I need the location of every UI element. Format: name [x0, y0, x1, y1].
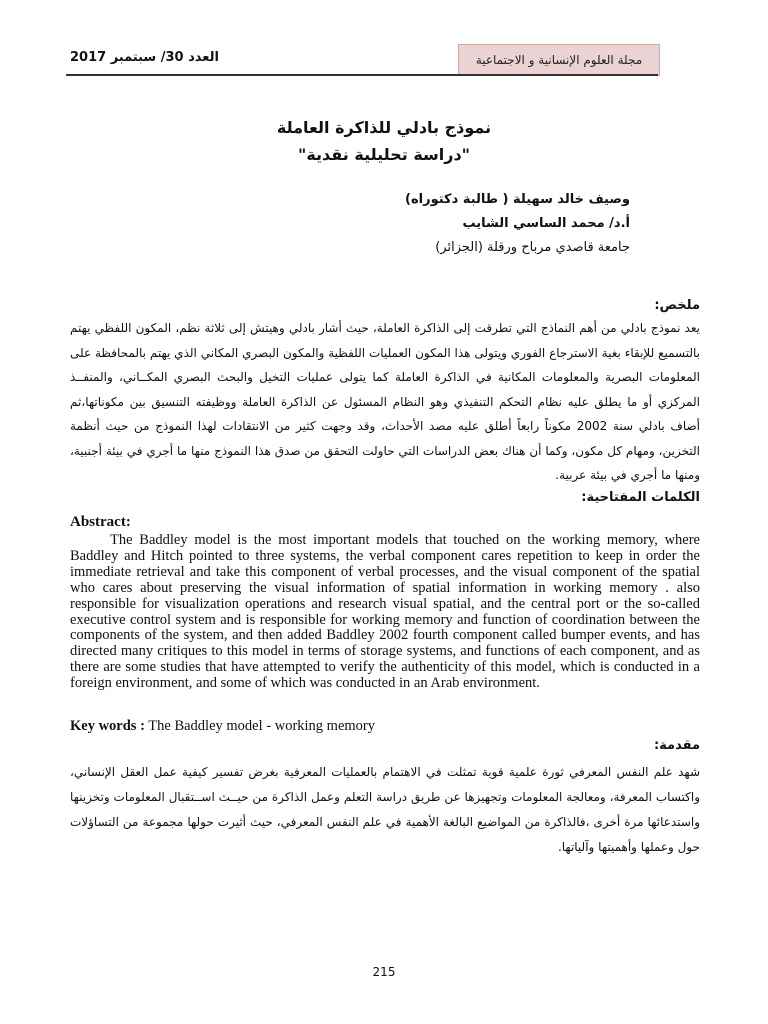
journal-name-box — [458, 44, 660, 76]
page-number: 215 — [372, 965, 396, 979]
arabic-keywords-heading: الكلمات المفتاحية: — [581, 490, 700, 505]
author-2: أ.د/ محمد الساسي الشايب — [462, 216, 630, 231]
introduction-heading: مقدمة: — [653, 738, 700, 753]
header-divider — [66, 74, 658, 76]
introduction-text: شهد علم النفس المعرفي ثورة علمية قوية تمثلت في الاهتمام بالعمليات المعرفية بغرض تفسير كيفية عمل العقل الإنساني، واكتساب المعرفة، ومعالجة المعلومات وتجهيزها عن طريق دراسة التعلم وعمل الذاكرة من حيــث اســتقبال المعلومات وتخزينها واستدعائها مرة أخرى ،فالذاكرة من المواضيع البالغة الأهمية في علم النفس المعرفي، حيث أثيرت حولها مجموعة من التساؤلات حول وعملها وأهميتها وآلياتها. — [70, 765, 700, 854]
paper-title: نموذج بادلي للذاكرة العاملة — [276, 118, 492, 137]
issue-info: العدد 30/ سبتمبر 2017 — [70, 50, 219, 65]
english-keywords — [70, 718, 375, 735]
arabic-abstract-heading: ملخص: — [654, 298, 700, 313]
paper-subtitle: "دراسة تحليلية نقدية" — [298, 145, 470, 164]
affiliation: جامعة قاصدي مرباح ورقلة (الجزائر) — [435, 240, 630, 255]
author-1: وصيف خالد سهيلة ( طالبة دكتوراه) — [405, 192, 630, 207]
authors-block — [70, 188, 630, 260]
keywords-value: The Baddley model - working memory — [144, 718, 375, 734]
keywords-label: Key words : — [70, 718, 145, 734]
english-abstract-text: The Baddley model is the most important models that touched on the working memory, where Baddley and Hitch pointed to three systems, the verbal component cares repetition to keep in order the immediate retrieval and take this component of verbal processes, and the visual component of the spatial who cares about preserving the visual information of spatial information in working memory . also responsible for visualization operations and research visual spatial, and the central port or the so-called executive control system and is responsible for working memory and function of coordination between the components of the system, and then added Baddley 2002 fourth component called bumper events, and has directed many critiques to this model in terms of storage systems, and functions of each component, and as there are some studies that have attempted to verify the authenticity of this model, which is conducted in a foreign environment, and some of which was conducted in an Arab environment. — [70, 532, 700, 692]
journal-name: مجلة العلوم الإنسانية و الاجتماعية — [475, 53, 643, 67]
english-abstract-heading: Abstract: — [70, 514, 131, 530]
arabic-abstract-text: يعد نموذج بادلي من أهم النماذج التي تطرقت إلى الذاكرة العاملة، حيث أشار بادلي وهيتش إلى ثلاثة نظم، المكون اللفظي يهتم بالتسميع للإبقاء بغية الاسترجاع الفوري ويتولى هذا المكون العمليات اللفظية والمكون البصري المكاني الذي يهتم بالمحافظة على المعلومات البصرية والمعلومات المكانية في الذاكرة العاملة كما يتولى عمليات التخيل والبحث البصري المكــاني، والمنفــذ المركزي أو ما يطلق عليه نظام التحكم التنفيذي وهو النظام المسئول عن الذاكرة العاملة ووظيفته التنسيق بين مكوناتها،ثم أضاف بادلي سنة 2002 مكوناً رابعاً أطلق عليه مصد الأحداث، وقد وجهت كثير من الانتقادات لهذا النموذج من حيث أنظمة التخزين، ومهام كل مكون، وكما أن هناك بعض الدراسات التي حاولت التحقق من صدق هذا النموذج منها ما أجري في بيئة أجنبية، ومنها ما أجري في بيئة عربية. — [70, 321, 700, 482]
